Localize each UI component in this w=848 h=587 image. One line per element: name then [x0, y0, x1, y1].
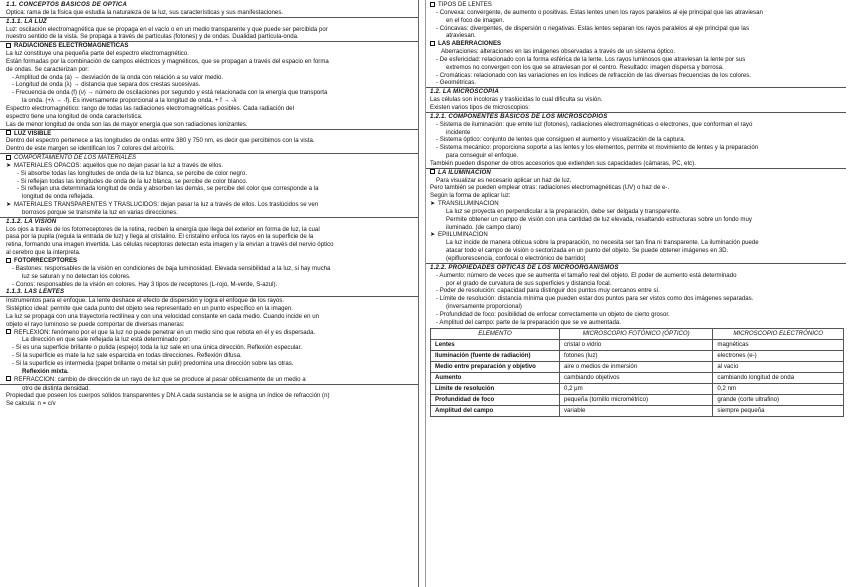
- line-text: REFRACCIÓN: cambio de dirección de un rayo de luz que se produce al pasar oblicuamente de un medio a: [14, 375, 306, 383]
- text-line: [430, 303, 844, 311]
- line-text: - Sistema mecánico: proporciona soporte a las lentes y los elementos, permite el movimiento de lentes y la preparación: [436, 144, 759, 152]
- line-text: EPIILUMINACIÓN: [438, 231, 488, 239]
- line-text: Existen varios tipos de microscopios:: [430, 103, 530, 111]
- line-text: - Profundidad de foco: posibilidad de enfocar correctamente un objeto de cierto grosor.: [436, 310, 670, 318]
- line-text: - Cromáticas: relacionado con las variaciones en los índices de refracción de las diversas frecuencias de los colores.: [436, 71, 751, 79]
- line-text: - Conos: responsables de la visión en colores. Hay 3 tipos de receptores (L-rojo, M-verde, S-azul).: [12, 280, 278, 288]
- line-text: Espectro electromagnético: rango de todas las radiaciones electromagnéticas posibles. Cada radiación del: [6, 104, 294, 112]
- table-row: [431, 394, 844, 405]
- text-line: [6, 352, 416, 360]
- text-line: [6, 18, 416, 26]
- line-text: LA ILUMINACIÓN: [438, 168, 492, 176]
- text-line: [430, 25, 844, 33]
- text-line: [430, 104, 844, 112]
- checkbox-bullet-icon: [6, 376, 11, 381]
- checkbox-bullet-icon: [430, 41, 435, 46]
- arrow-bullet-icon: ➤: [6, 201, 12, 209]
- text-line: [430, 64, 844, 72]
- text-line: [430, 169, 844, 177]
- line-text: Están formadas por la combinación de campos eléctricos y magnéticos, que se propagan a través del espacio en forma: [6, 57, 329, 65]
- left-column: [0, 0, 419, 587]
- text-line: [6, 130, 416, 138]
- text-line: [430, 255, 844, 263]
- text-line: [430, 184, 844, 192]
- text-line: [6, 105, 416, 113]
- text-line: [6, 58, 416, 66]
- text-line: [6, 385, 416, 393]
- text-line: [6, 297, 416, 305]
- text-line: [6, 392, 416, 400]
- text-line: [6, 121, 416, 129]
- text-line: [430, 280, 844, 288]
- line-text: Sistéptico ideal: permite que cada punto del objeto sea representado en un punto específico en la imagen.: [6, 305, 293, 313]
- line-text: - Bastones: responsables de la visión en condiciones de baja luminosidad. Elevada sensibilidad a la luz, si hay mucha: [12, 264, 331, 272]
- text-line: [6, 344, 416, 352]
- line-text: de ondas. Se caracterizan por:: [6, 65, 89, 73]
- text-line: [6, 360, 416, 368]
- microscope-comparison-table: [430, 328, 844, 417]
- right-column: [425, 0, 848, 587]
- table-cell: Aumento: [431, 372, 560, 383]
- text-line: [6, 265, 416, 273]
- table-cell: cambiando longitud de onda: [713, 372, 844, 383]
- text-line: [430, 129, 844, 137]
- line-text: Pero también se pueden emplear otras: radiaciones electromagnéticas (UV) o haz de e-.: [430, 184, 670, 192]
- line-text: espectro tiene una longitud de onda característica.: [6, 112, 143, 120]
- line-text: en el foco de imagen.: [446, 16, 505, 24]
- line-text: Se calcula: n = c/v: [6, 400, 56, 408]
- text-line: [6, 218, 416, 226]
- text-line: [6, 185, 416, 193]
- arrow-bullet-icon: ➤: [430, 231, 436, 239]
- line-text: Luz: oscilación electromagnética que se propaga en el vacío o en un medio transparente y que puede ser percibida por: [6, 25, 328, 33]
- line-text: objeto el rayo luminoso se puede comportar de diversas maneras:: [6, 320, 185, 328]
- line-text: al cerebro que la interpreta.: [6, 249, 81, 257]
- text-line: [430, 200, 844, 208]
- text-line: [430, 88, 844, 96]
- line-text: La luz constituye una pequeña parte del espectro electromagnético.: [6, 50, 189, 58]
- text-line: [6, 249, 416, 257]
- line-text: atacar todo el campo de visión o sectorizada en un punto del objeto. Se puede obtener imágenes en 3D.: [446, 247, 729, 255]
- line-text: - Si la superficie es intermedia (papel brillante o metal sin pulir) predomina una dirección sobre las otras.: [12, 359, 294, 367]
- line-text: luz se saturan y no detectan los colores.: [22, 272, 131, 280]
- text-line: [6, 26, 416, 34]
- line-text: - Límite de resolución: distancia mínima que pueden estar dos puntos para ser vistos como dos imágenes separadas.: [436, 295, 754, 303]
- text-line: [6, 201, 416, 209]
- text-line: [6, 9, 416, 17]
- line-text: incidente: [446, 128, 471, 136]
- arrow-bullet-icon: ➤: [6, 161, 12, 169]
- line-text: - Poder de resolución: capacidad para distinguir dos puntos muy cercanos entre sí.: [436, 287, 660, 295]
- line-text: (inversamente proporcional): [446, 303, 522, 311]
- text-line: [6, 321, 416, 329]
- text-line: [430, 113, 844, 121]
- line-text: - Si es una superficie brillante o pulida (espejo) toda la luz sale en una única dirección. Reflexión especular.: [12, 344, 302, 352]
- table-cell: aire o medios de inmersión: [560, 361, 713, 372]
- text-line: [430, 32, 844, 40]
- line-text: La luz se propaga con una trayectoria rectilínea y con una velocidad constante en cada medio. Cuando incide en un: [6, 312, 320, 320]
- line-text: Óptica: rama de la física que estudia la naturaleza de la luz, sus características y sus manifestaciones.: [6, 8, 284, 16]
- line-text: - Frecuencia de onda (f) (ν) → número de oscilaciones por segundo y está relacionada con la energía que transporta: [12, 89, 328, 97]
- table-cell: siempre pequeña: [713, 405, 844, 416]
- table-cell: 0,2 µm: [560, 383, 713, 394]
- text-line: [430, 295, 844, 303]
- text-line: [430, 177, 844, 185]
- table-header-cell: MICROSCOPIO FOTÓNICO (ÓPTICO): [560, 328, 713, 339]
- text-line: [430, 264, 844, 272]
- text-line: [6, 81, 416, 89]
- text-line: [6, 288, 416, 296]
- line-text: nuestro sentido de la vista. Se propaga a través de partículas (fotones) y de ondas. Dualidad partícula-onda.: [6, 33, 299, 41]
- table-cell: Lentes: [431, 339, 560, 350]
- text-line: [6, 400, 416, 408]
- text-line: [430, 79, 844, 87]
- text-line: [6, 154, 416, 162]
- line-text: pasa por la pupila (regula la entrada de luz) y llega al cristalino. El cristalino enfoca los rayos en la superficie de la: [6, 233, 314, 241]
- text-line: [430, 56, 844, 64]
- text-line: [430, 239, 844, 247]
- text-line: [430, 247, 844, 255]
- line-text: Los ojos a través de los fotorreceptores de la retina, reciben la energía que llega del exterior en forma de luz, la cual: [6, 225, 320, 233]
- checkbox-bullet-icon: [6, 43, 11, 48]
- line-text: 1.1.2. LA VISIÓN: [6, 217, 57, 225]
- text-line: [6, 42, 416, 50]
- text-line: [430, 287, 844, 295]
- table-cell: electrones (e-): [713, 350, 844, 361]
- text-line: [6, 226, 416, 234]
- text-line: [430, 231, 844, 239]
- text-line: [6, 97, 416, 105]
- line-text: - Convexa: convergente, de aumento o positivas. Estas lentes unen los rayos paralelos al eje principal que las atraviesan: [436, 8, 763, 16]
- line-text: por el grado de curvatura de sus superficies y distancia focal.: [446, 279, 612, 287]
- line-text: - Si absorbe todas las longitudes de onda de la luz blanca, se percibe de color negro.: [17, 169, 248, 177]
- text-line: [6, 233, 416, 241]
- line-text: - Amplitud de onda (a) → desviación de la onda con relación a su valor medio.: [12, 73, 224, 81]
- table-cell: pequeña (tornillo micrométrico): [560, 394, 713, 405]
- line-text: RADIACIONES ELECTROMAGNÉTICAS: [14, 42, 129, 50]
- checkbox-bullet-icon: [6, 258, 11, 263]
- text-line: [430, 9, 844, 17]
- line-text: - Cóncavas: divergentes, de dispersión o negativas. Estas lentes separan los rayos paralelos al eje principal que las: [436, 24, 749, 32]
- text-line: [6, 257, 416, 265]
- checkbox-bullet-icon: [6, 155, 11, 160]
- checkbox-bullet-icon: [6, 130, 11, 135]
- line-text: - Si reflejan todas las longitudes de onda de la luz blanca, se percibe de color blanco.: [17, 177, 248, 185]
- line-text: Reflexión mixta.: [22, 367, 69, 375]
- text-line: [6, 329, 416, 337]
- text-line: [6, 281, 416, 289]
- text-line: [430, 48, 844, 56]
- line-text: la onda. (+λ → -f). Es inversamente proporcional a la longitud de onda. + f → -λ: [22, 97, 237, 105]
- text-line: [430, 40, 844, 48]
- line-text: otro de distinta densidad.: [22, 384, 91, 392]
- text-line: [6, 1, 416, 9]
- line-text: Las de menor longitud de onda son las de mayor energía que son radiaciones ionizantes.: [6, 120, 248, 128]
- line-text: (epifluorescencia, confocal o electrónico de barrido): [446, 255, 586, 262]
- line-text: La luz incide de manera oblicua sobre la preparación, no necesita ser tan fina ni transparente. La iluminación puede: [446, 239, 759, 247]
- line-text: - Sistema óptico: conjunto de lentes que consiguen el aumento y visualización de la captura.: [436, 136, 686, 144]
- text-line: [6, 162, 416, 170]
- line-text: extremos no convergen con los que se atraviesan por el centro. Resultado: imagen dispersa y borrosa.: [446, 63, 724, 71]
- line-text: - Longitud de onda (λ) → distancia que separa dos crestas sucesivas.: [12, 81, 201, 89]
- text-line: [430, 224, 844, 232]
- text-line: [6, 33, 416, 41]
- line-text: - Aumento: número de veces que se aumenta el tamaño real del objeto. El poder de aumento está determinado: [436, 271, 737, 279]
- line-text: También pueden disponer de otros accesorios que extienden sus capacidades (cámaras, PC, etc).: [430, 159, 696, 167]
- line-text: La luz se proyecta en perpendicular a la preparación, debe ser delgada y transparente.: [446, 207, 681, 215]
- text-line: [430, 72, 844, 80]
- text-line: [6, 376, 416, 384]
- table-cell: Iluminación (fuente de radiación): [431, 350, 560, 361]
- line-text: Dentro de este margen se identifican los 7 colores del arcoíris.: [6, 145, 175, 153]
- line-text: para conseguir el enfoque.: [446, 152, 519, 160]
- line-text: atraviesan.: [446, 32, 476, 40]
- line-text: retina, formando una imagen invertida. Las células receptoras detectan esta imagen y la envían a través del nervio óptico: [6, 241, 334, 249]
- line-text: Aberraciones: alteraciones en las imágenes observadas a través de un sistema óptico.: [441, 48, 676, 56]
- text-line: [6, 241, 416, 249]
- table-row: [431, 405, 844, 416]
- line-text: - Amplitud del campo: parte de la preparación que se ve aumentada.: [436, 318, 621, 326]
- text-line: [6, 273, 416, 281]
- line-text: - De esfericidad: relacionado con la forma esférica de la lente. Los rayos luminosos que atraviesan la lente por sus: [436, 55, 746, 63]
- table-cell: Límite de resolución: [431, 383, 560, 394]
- table-cell: variable: [560, 405, 713, 416]
- line-text: MATERIALES OPACOS: aquellos que no dejan pasar la luz a través de ellos.: [14, 161, 224, 169]
- line-text: Permite obtener un campo de visión con una cantidad de luz elevada, resaltando estructuras sobre un fondo muy: [446, 215, 752, 223]
- text-line: [430, 136, 844, 144]
- line-text: COMPORTAMIENTO DE LOS MATERIALES: [14, 154, 137, 162]
- line-text: 1.1.3. LAS LENTES: [6, 288, 65, 296]
- line-text: LUZ VISIBLE: [14, 129, 52, 137]
- line-text: 1.1.1. LA LUZ: [6, 17, 47, 25]
- checkbox-bullet-icon: [430, 169, 435, 174]
- text-line: [430, 192, 844, 200]
- text-line: [430, 121, 844, 129]
- text-line: [6, 89, 416, 97]
- text-line: [6, 74, 416, 82]
- line-text: 1.1. CONCEPTOS BÁSICOS DE ÓPTICA: [6, 1, 128, 8]
- table-cell: al vacío: [713, 361, 844, 372]
- table-cell: cambiando objetivos: [560, 372, 713, 383]
- line-text: Las células son incoloras y traslúcidas lo cual dificulta su visión.: [430, 96, 603, 104]
- line-text: La dirección en que sale reflejada la luz está determinado por:: [22, 336, 191, 344]
- line-text: Para visualizar es necesario aplicar un haz de luz.: [436, 176, 572, 184]
- table-header-cell: ELEMENTO: [431, 328, 560, 339]
- arrow-bullet-icon: ➤: [430, 200, 436, 208]
- line-text: 1.2. LA MICROSCOPÍA: [430, 88, 499, 96]
- text-line: [6, 145, 416, 153]
- text-line: [6, 50, 416, 58]
- line-text: Dentro del espectro pertenece a las longitudes de ondas entre 380 y 750 nm, es decir que percibimos con la vista.: [6, 137, 315, 145]
- text-line: [430, 96, 844, 104]
- line-text: - Sistema de iluminación: que emite luz (fotones), radiaciones electromagnéticas o electrones, que conforman el rayo: [436, 120, 753, 128]
- line-text: longitud de onda reflejada.: [22, 193, 94, 201]
- table-row: [431, 339, 844, 350]
- line-text: MATERIALES TRANSPARENTES Y TRASLÚCIDOS: dejan pasar la luz a través de ellos. Los traslúcidos se ven: [14, 201, 319, 209]
- text-line: [6, 137, 416, 145]
- line-text: FOTORRECEPTORES: [14, 257, 78, 264]
- line-text: Instrumentos para el enfoque. La lente deshace el efecto de dispersión y logra el enfoque de los rayos.: [6, 297, 285, 305]
- line-text: LAS ABERRACIONES: [438, 40, 502, 48]
- text-line: [430, 1, 844, 9]
- text-line: [6, 336, 416, 344]
- text-line: [6, 170, 416, 178]
- table-cell: magnéticas: [713, 339, 844, 350]
- line-text: TIPOS DE LENTES: [438, 1, 492, 8]
- checkbox-bullet-icon: [430, 2, 435, 7]
- text-line: [430, 144, 844, 152]
- table-row: [431, 350, 844, 361]
- line-text: 1.2.2. PROPIEDADES ÓPTICAS DE LOS MICROORGANISMOS: [430, 263, 619, 271]
- table-row: [431, 383, 844, 394]
- text-line: [430, 208, 844, 216]
- table-cell: fotones (luz): [560, 350, 713, 361]
- line-text: iluminado. (de campo claro): [446, 223, 522, 231]
- text-line: [430, 311, 844, 319]
- text-line: [430, 160, 844, 168]
- text-line: [6, 113, 416, 121]
- line-text: - Geométricas.: [436, 79, 476, 87]
- table-cell: cristal o vidrio: [560, 339, 713, 350]
- text-line: [430, 216, 844, 224]
- text-line: [6, 193, 416, 201]
- text-line: [6, 305, 416, 313]
- table-cell: Amplitud del campo: [431, 405, 560, 416]
- line-text: 1.2.1. COMPONENTES BÁSICOS DE LOS MICROSCOPIOS: [430, 112, 608, 120]
- line-text: - Si reflejan una determinada longitud de onda y absorben las demás, se percibe del color que corresponde a la: [17, 185, 319, 193]
- line-text: - Si la superficie es mate la luz sale esparcida en todas direcciones. Reflexión difusa.: [12, 352, 242, 360]
- table-header-cell: MICROSCOPIO ELECTRÓNICO: [713, 328, 844, 339]
- text-line: [430, 319, 844, 327]
- text-line: [6, 66, 416, 74]
- table-body: [431, 339, 844, 416]
- text-line: [6, 368, 416, 376]
- text-line: [430, 17, 844, 25]
- checkbox-bullet-icon: [6, 329, 11, 334]
- line-text: TRANSILUMINACIÓN: [438, 200, 499, 208]
- table-row: [431, 361, 844, 372]
- table-cell: Medio entre preparación y objetivo: [431, 361, 560, 372]
- line-text: Según la forma de aplicar luz:: [430, 192, 511, 200]
- line-text: borrosos porque se transmite la luz en varias direcciones.: [22, 208, 178, 216]
- text-line: [430, 272, 844, 280]
- table-cell: Profundidad de foco: [431, 394, 560, 405]
- line-text: REFLEXIÓN: fenómeno por el que la luz no puede penetrar en un medio sino que rebota en él y es dispersada.: [14, 328, 316, 336]
- table-cell: grande (corte ultrafino): [713, 394, 844, 405]
- line-text: Propiedad que poseen los cuerpos sólidos transparentes y DN.A cada sustancia se le asigna un índice de refracción (n): [6, 392, 330, 400]
- right-text: [430, 1, 844, 327]
- text-line: [6, 313, 416, 321]
- text-line: [430, 152, 844, 160]
- text-line: [6, 209, 416, 217]
- table-cell: 0,2 nm: [713, 383, 844, 394]
- text-line: [6, 178, 416, 186]
- table-header-row: [431, 328, 844, 339]
- table-row: [431, 372, 844, 383]
